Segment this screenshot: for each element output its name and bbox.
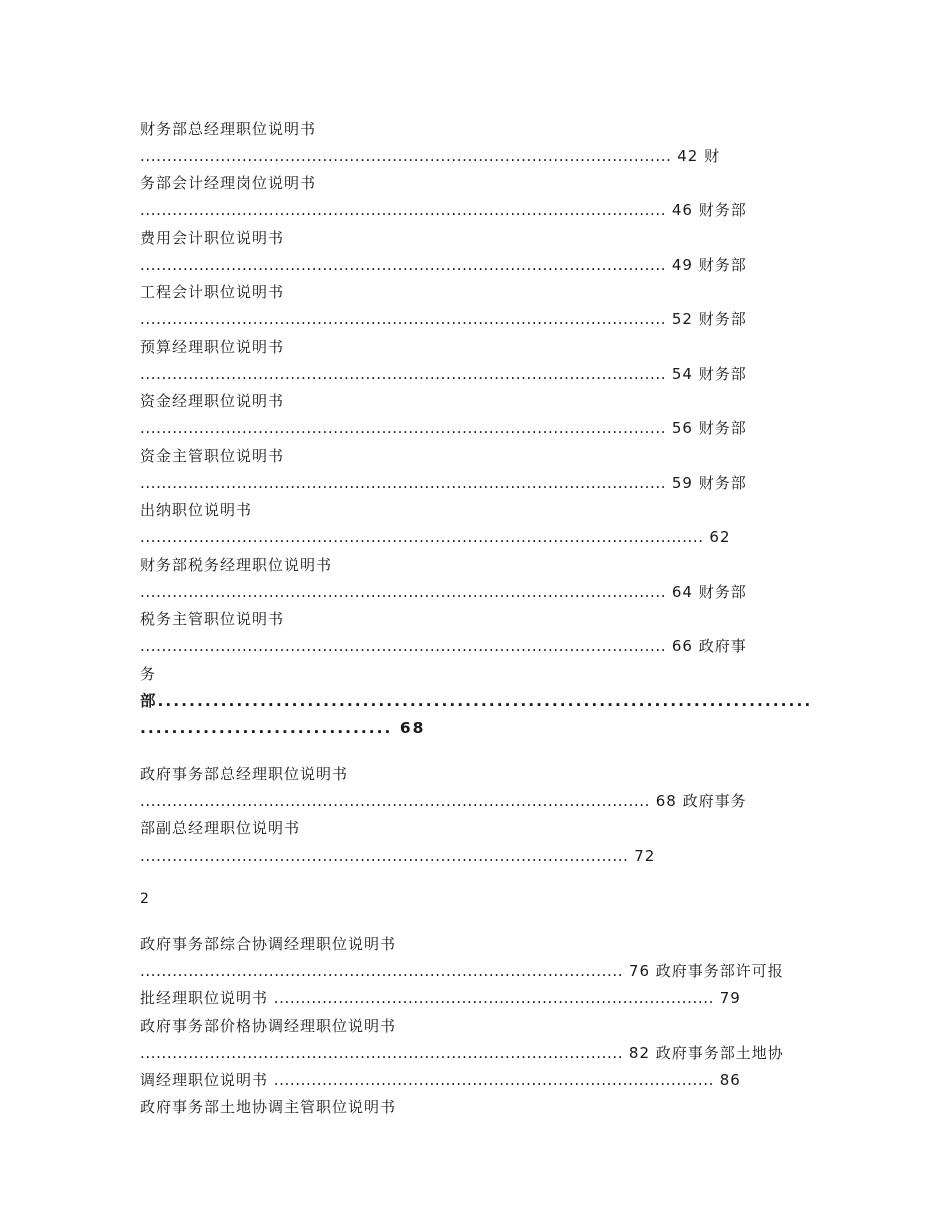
toc-entry-leader: .................................................................................................. 66 政府事 [140,637,747,655]
toc-section-heading: 部................................................................................... [140,692,813,710]
toc-entry-title: 预算经理职位说明书 [140,338,285,356]
toc-entry-leader: .................................................................................................. 54 财务部 [140,365,747,383]
toc-entry-title: 调经理职位说明书 .................................................................................. 86 [140,1071,741,1089]
toc-entry-title: 资金经理职位说明书 [140,392,285,410]
page-number: 2 [140,891,150,907]
toc-entry-leader: .................................................................................................. 49 财务部 [140,256,747,274]
toc-entry-title: 出纳职位说明书 [140,501,253,519]
toc-entry-title: 工程会计职位说明书 [140,283,285,301]
toc-entry-leader: .................................................................................................. 52 财务部 [140,310,747,328]
toc-entry-leader: .......................................................................................... 76 政府事务部许可报 [140,962,784,980]
toc-section-heading-page: ................................ 68 [140,719,426,737]
toc-entry-title: 批经理职位说明书 .................................................................................. 79 [140,989,741,1007]
toc-entry-leader: .................................................................................................. 46 财务部 [140,201,747,219]
toc-entry-leader: .................................................................................................. 59 财务部 [140,474,747,492]
toc-section-fragment: 务 [140,665,157,683]
toc-entry-title: 政府事务部价格协调经理职位说明书 [140,1017,397,1035]
toc-entry-title: 财务部税务经理职位说明书 [140,556,333,574]
toc-entry-leader: .................................................................................................. 64 财务部 [140,583,747,601]
toc-entry-title: 资金主管职位说明书 [140,447,285,465]
toc-entry-leader: .......................................................................................... 82 政府事务部土地协 [140,1044,784,1062]
toc-entry-title: 部副总经理职位说明书 [140,819,301,837]
toc-entry-title: 费用会计职位说明书 [140,229,285,247]
toc-entry-title: 政府事务部总经理职位说明书 [140,765,349,783]
toc-entry-title: 财务部总经理职位说明书 [140,120,317,138]
toc-entry-title: 政府事务部综合协调经理职位说明书 [140,935,397,953]
toc-entry-title: 务部会计经理岗位说明书 [140,174,317,192]
toc-entry-leader: ......................................................................................................... 62 [140,528,731,546]
toc-entry-title: 政府事务部土地协调主管职位说明书 [140,1098,397,1116]
toc-entry-leader: .................................................................................................. 56 财务部 [140,419,747,437]
toc-entry-title: 税务主管职位说明书 [140,610,285,628]
toc-entry-leader: ................................................................................................... 42 财 [140,147,721,165]
toc-entry-leader: ............................................................................................... 68 政府事务 [140,792,747,810]
toc-entry-leader: ........................................................................................... 72 [140,847,656,865]
